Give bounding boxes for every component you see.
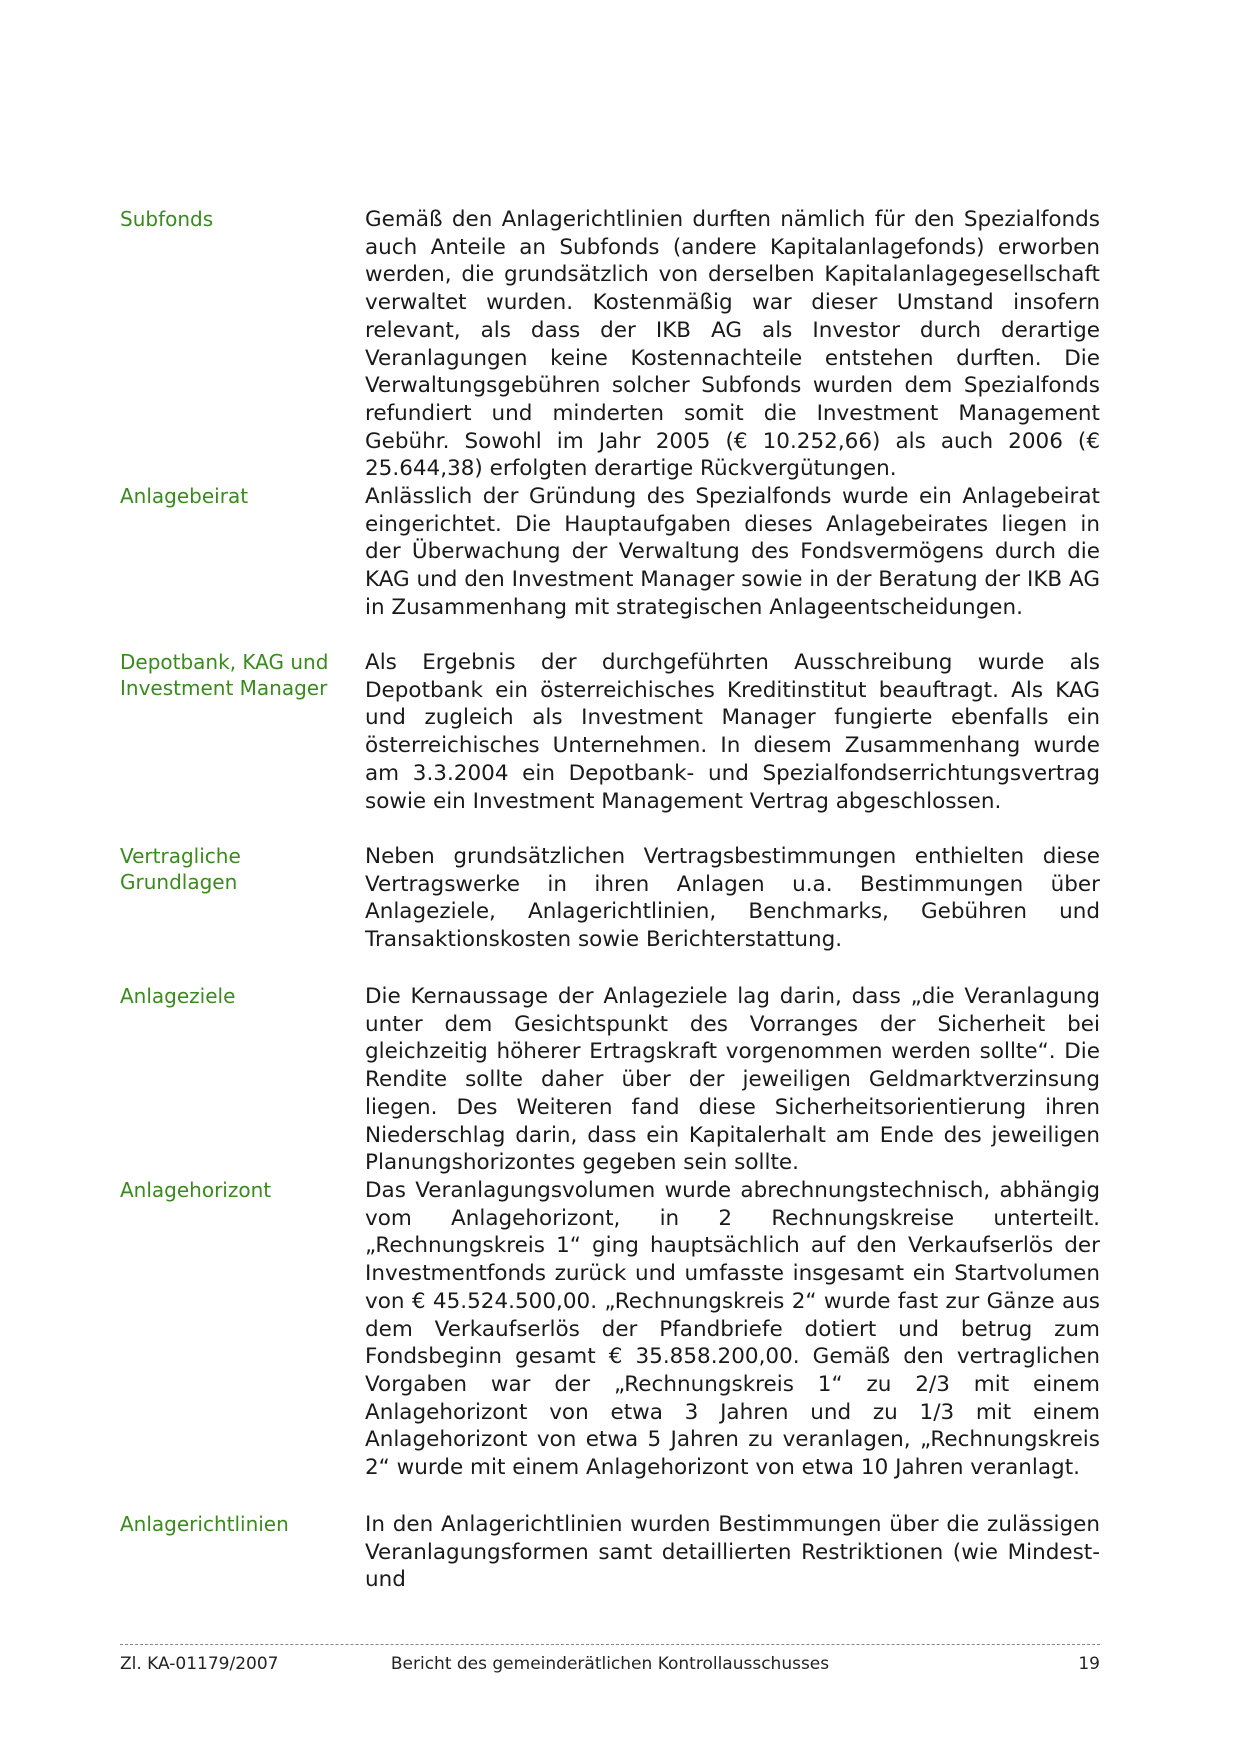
- section-text: In den Anlagerichtlinien wurden Bestimmungen über die zulässigen Veranlagungsformen samt detaillierten Restriktionen (wie Mindest- und: [365, 1512, 1100, 1593]
- footer-title: Bericht des gemeinderätlichen Kontrollausschusses: [390, 1654, 830, 1674]
- section-label: Anlageziele: [120, 984, 236, 1008]
- section-text: Anlässlich der Gründung des Spezialfonds wurde ein Anlagebeirat eingerichtet. Die Hauptaufgaben dieses Anlagebeirates liegen in der Überwachung der Verwaltung des Fondsvermögens durch die KAG und den Investment Manager sowie in der Beratung der IKB AG in Zusammenhang mit strategischen Anlageentscheidungen.: [365, 484, 1100, 620]
- section-text: Neben grundsätzlichen Vertragsbestimmungen enthielten diese Vertragswerke in ihren Anlagen u.a. Bestimmungen über Anlageziele, Anlagerichtlinien, Benchmarks, Gebühren und Transaktionskosten sowie Berichterstattung.: [365, 844, 1100, 953]
- page-number: 19: [1078, 1654, 1100, 1674]
- section-text: Die Kernaussage der Anlageziele lag darin, dass „die Veranlagung unter dem Gesichtspunkt des Vorranges der Sicherheit bei gleichzeitig höherer Ertragskraft vorgenommen werden sollte“. Die Rendite sollte daher über der jeweiligen Geldmarktverzinsung liegen. Des Weiteren fand diese Sicherheitsorientierung ihren Niederschlag darin, dass ein Kapitalerhalt am Ende des jeweiligen Planungshorizontes gegeben sein sollte.: [365, 984, 1100, 1176]
- section-label: Subfonds: [120, 207, 214, 231]
- section-label: Vertragliche Grundlagen: [120, 844, 241, 894]
- footer-reference: Zl. KA-01179/2007: [120, 1654, 279, 1674]
- section-label: Anlagehorizont: [120, 1178, 272, 1202]
- section-text: Gemäß den Anlagerichtlinien durften nämlich für den Spezialfonds auch Anteile an Subfonds (andere Kapitalanlagefonds) erworben werden, die grundsätzlich von derselben Kapitalanlagegesellschaft verwaltet wurden. Kostenmäßig war dieser Umstand insofern relevant, als dass der IKB AG als Investor durch derartige Veranlagungen keine Kostennachteile entstehen durften. Die Verwaltungsgebühren solcher Subfonds wurden dem Spezialfonds refundiert und minderten somit die Investment Management Gebühr. Sowohl im Jahr 2005 (€ 10.252,66) als auch 2006 (€ 25.644,38) erfolgten derartige Rückvergütungen.: [365, 207, 1100, 482]
- section-text: Als Ergebnis der durchgeführten Ausschreibung wurde als Depotbank ein österreichisches Kreditinstitut beauftragt. Als KAG und zugleich als Investment Manager fungierte ebenfalls ein österreichisches Unternehmen. In diesem Zusammenhang wurde am 3.3.2004 ein Depotbank- und Spezialfondserrichtungsvertrag sowie ein Investment Management Vertrag abgeschlossen.: [365, 650, 1100, 814]
- section-label: Depotbank, KAG und Investment Manager: [120, 650, 329, 700]
- footer-divider: [120, 1644, 1100, 1645]
- section-label: Anlagebeirat: [120, 484, 249, 508]
- section-text: Das Veranlagungsvolumen wurde abrechnungstechnisch, abhängig vom Anlagehorizont, in 2 Rechnungskreise unterteilt. „Rechnungskreis 1“ ging hauptsächlich auf den Verkaufserlös der Investmentfonds zurück und umfasste insgesamt ein Startvolumen von € 45.524.500,00. „Rechnungskreis 2“ wurde fast zur Gänze aus dem Verkaufserlös der Pfandbriefe dotiert und betrug zum Fondsbeginn gesamt € 35.858.200,00. Gemäß den vertraglichen Vorgaben war der „Rechnungskreis 1“ zu 2/3 mit einem Anlagehorizont von etwa 3 Jahren und zu 1/3 mit einem Anlagehorizont von etwa 5 Jahren zu veranlagen, „Rechnungskreis 2“ wurde mit einem Anlagehorizont von etwa 10 Jahren veranlagt.: [365, 1178, 1100, 1481]
- section-label: Anlagerichtlinien: [120, 1512, 289, 1536]
